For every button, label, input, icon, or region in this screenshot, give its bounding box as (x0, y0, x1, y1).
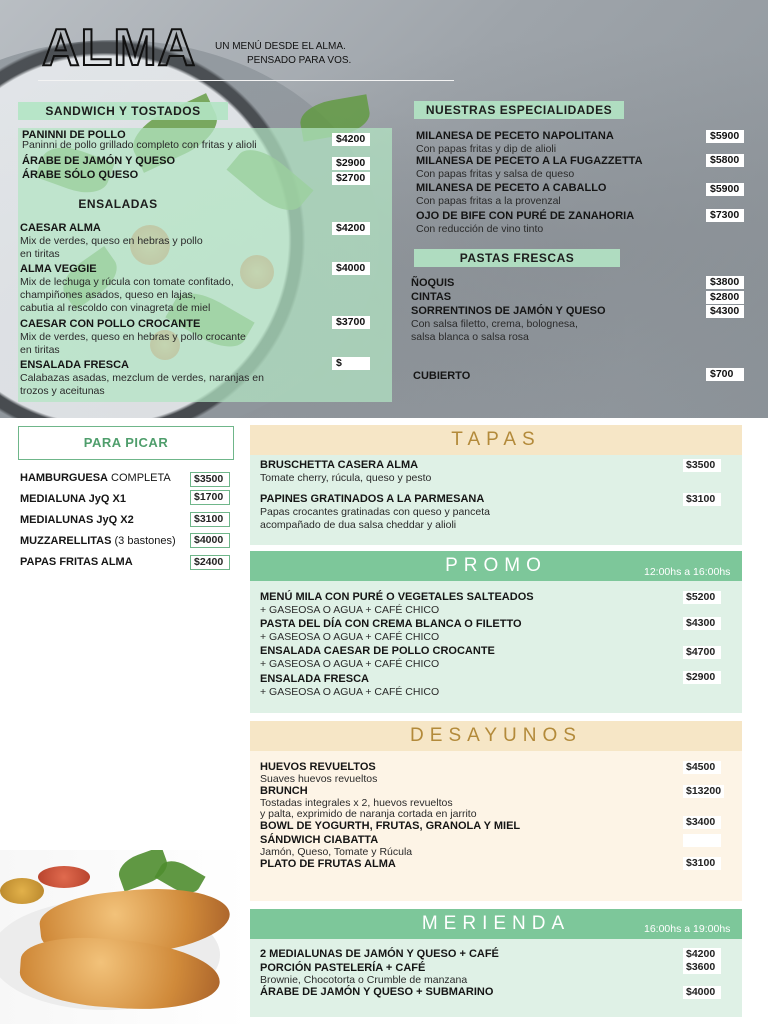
item-price: $5900 (706, 130, 744, 143)
list-item (20, 492, 126, 506)
menu-item (22, 155, 175, 168)
hero-banner (0, 0, 768, 418)
item-name: SÁNDWICH CIABATTA (260, 834, 379, 846)
item-price: $3100 (683, 493, 721, 506)
desayunos-title: DESAYUNOS (250, 721, 742, 751)
menu-item (260, 962, 670, 986)
item-name: BOWL DE YOGURTH, FRUTAS, GRANOLA Y MIEL (260, 820, 521, 832)
menu-item (413, 370, 470, 383)
menu-item (260, 858, 670, 871)
list-item (20, 471, 171, 485)
item-price: $2900 (683, 671, 721, 684)
item-name: HUEVOS REVUELTOS (260, 761, 376, 773)
item-description: Suaves huevos revueltos (260, 773, 378, 785)
item-description: Mix de verdes, queso en hebras y pollo crocante (20, 331, 246, 343)
item-description: Tomate cherry, rúcula, queso y pesto (260, 472, 432, 484)
menu-item (411, 277, 454, 290)
item-price: $3700 (332, 316, 370, 329)
item-price: $4000 (332, 262, 370, 275)
item-name: BRUNCH (260, 785, 308, 797)
menu-item (20, 359, 264, 398)
item-name: MILANESA DE PECETO A CABALLO (416, 182, 607, 194)
divider (38, 80, 454, 81)
menu-item (416, 130, 614, 156)
item-name: 2 MEDIALUNAS DE JAMÓN Y QUESO + CAFÉ (260, 948, 499, 960)
brand-logo: ALMA (42, 19, 197, 77)
item-name: MUZZARELLITAS (20, 535, 112, 547)
item-name: PORCIÓN PASTELERÍA + CAFÉ (260, 962, 426, 974)
item-name: CAESAR CON POLLO CROCANTE (20, 318, 201, 330)
menu-item (260, 645, 670, 671)
list-item (20, 513, 134, 527)
item-price: $4200 (332, 222, 370, 235)
item-description: champiñones asados, queso en lajas, (20, 289, 196, 301)
item-price (683, 834, 721, 847)
item-price: $4700 (683, 646, 721, 659)
item-price: $5800 (706, 154, 744, 167)
item-price: $5900 (706, 183, 744, 196)
item-description: + GASEOSA O AGUA + CAFÉ CHICO (260, 658, 440, 670)
list-item (20, 555, 133, 569)
milanesa-photo (0, 850, 250, 1024)
item-description: trozos y aceitunas (20, 385, 105, 397)
item-description: + GASEOSA O AGUA + CAFÉ CHICO (260, 631, 440, 643)
item-description: Mix de lechuga y rúcula con tomate confitado, (20, 276, 234, 288)
item-name: ÁRABE DE JAMÓN Y QUESO (22, 155, 176, 167)
item-description: y palta, exprimido de naranja cortada en jarrito (260, 808, 477, 820)
item-name: SORRENTINOS DE JAMÓN Y QUESO (411, 305, 606, 317)
item-description: Mix de verdes, queso en hebras y pollo (20, 235, 203, 247)
menu-item (22, 169, 138, 182)
item-description: Calabazas asadas, mezclum de verdes, naranjas en (20, 372, 264, 384)
item-name: PAPINES GRATINADOS A LA PARMESANA (260, 493, 485, 505)
item-price: $4000 (190, 533, 230, 548)
menu-item (260, 761, 670, 785)
item-name: ÁRABE DE JAMÓN Y QUESO + SUBMARINO (260, 986, 494, 998)
item-name: MILANESA DE PECETO A LA FUGAZZETTA (416, 155, 643, 167)
menu-item (411, 305, 606, 344)
section-heading-ensaladas: ENSALADAS (78, 197, 158, 211)
item-price: $ (332, 357, 370, 370)
item-description: + GASEOSA O AGUA + CAFÉ CHICO (260, 604, 440, 616)
menu-item (260, 493, 670, 532)
item-description: Con papas fritas y dip de alioli (416, 143, 557, 155)
promo-hours: 12:00hs a 16:00hs (644, 566, 731, 578)
item-name: ÑOQUIS (411, 277, 455, 289)
item-price: $3100 (683, 857, 721, 870)
item-name-extra: COMPLETA (108, 472, 171, 484)
item-price: $3600 (683, 961, 721, 974)
item-name: PASTA DEL DÍA CON CREMA BLANCA O FILETTO (260, 618, 522, 630)
menu-item (416, 210, 634, 236)
item-name: MENÚ MILA CON PURÉ O VEGETALES SALTEADOS (260, 591, 534, 603)
item-description: salsa blanca o salsa rosa (411, 331, 529, 343)
menu-item (416, 155, 643, 181)
item-name: CAESAR ALMA (20, 222, 101, 234)
menu-item (416, 182, 606, 208)
item-name: ALMA VEGGIE (20, 263, 97, 275)
brand-tagline (215, 40, 351, 68)
item-price: $1700 (190, 490, 230, 505)
list-item (20, 534, 176, 548)
item-name: OJO DE BIFE CON PURÉ DE ZANAHORIA (416, 210, 635, 222)
menu-item (20, 318, 246, 357)
item-price: $7300 (706, 209, 744, 222)
item-price: $3400 (683, 816, 721, 829)
item-price: $5200 (683, 591, 721, 604)
promo-title-text: PROMO (445, 555, 547, 576)
item-name-extra: (3 bastones) (111, 535, 176, 547)
item-description: Brownie, Chocotorta o Crumble de manzana (260, 974, 468, 986)
menu-item (260, 834, 670, 858)
item-name: ÁRABE SÓLO QUESO (22, 169, 139, 181)
item-price: $4500 (683, 761, 721, 774)
tapas-title: TAPAS (250, 425, 742, 455)
item-name: PAPAS FRITAS ALMA (20, 556, 133, 568)
menu-item (260, 673, 670, 699)
item-description: Papas crocantes gratinadas con queso y panceta (260, 506, 490, 518)
item-name: CINTAS (411, 291, 452, 303)
merienda-hours: 16:00hs a 19:00hs (644, 923, 731, 935)
item-description: cabutia al rescoldo con vinagreta de miel (20, 302, 211, 314)
item-description: Con salsa filetto, crema, bolognesa, (411, 318, 578, 330)
item-price: $3100 (190, 512, 230, 527)
item-price: $3800 (706, 276, 744, 289)
item-price: $2800 (706, 291, 744, 304)
item-price: $2900 (332, 157, 370, 170)
section-heading-especialidades: NUESTRAS ESPECIALIDADES (414, 101, 624, 119)
item-description: + GASEOSA O AGUA + CAFÉ CHICO (260, 686, 440, 698)
item-description: en tiritas (20, 344, 60, 356)
item-price: $4200 (683, 948, 721, 961)
item-price: $4300 (683, 617, 721, 630)
item-description: en tiritas (20, 248, 60, 260)
item-description: Con papas fritas a la provenzal (416, 195, 561, 207)
item-price: $2700 (332, 172, 370, 185)
item-name: PLATO DE FRUTAS ALMA (260, 858, 396, 870)
item-price: $4300 (706, 305, 744, 318)
item-name: MEDIALUNA JyQ X1 (20, 493, 126, 505)
item-name: ENSALADA FRESCA (20, 359, 129, 371)
cubierto-label: CUBIERTO (413, 370, 471, 382)
menu-item (260, 785, 670, 820)
item-description: Jamón, Queso, Tomate y Rúcula (260, 846, 413, 858)
item-price: $4000 (683, 986, 721, 999)
item-description: Con papas fritas y salsa de queso (416, 168, 575, 180)
section-heading-sandwich: SANDWICH Y TOSTADOS (18, 102, 228, 120)
sauce-bowl (38, 866, 90, 888)
cubierto-price: $700 (706, 368, 744, 381)
menu-item (20, 222, 203, 261)
section-heading-picar: PARA PICAR (18, 426, 234, 460)
item-description: Tostadas integrales x 2, huevos revueltos (260, 797, 453, 809)
menu-item (260, 459, 670, 485)
menu-item (260, 948, 670, 961)
item-price: $4200 (332, 133, 370, 146)
item-price: $13200 (683, 785, 724, 798)
item-description: Con reducción de vino tinto (416, 223, 544, 235)
item-name: BRUSCHETTA CASERA ALMA (260, 459, 419, 471)
menu-item (260, 618, 670, 644)
item-price: $2400 (190, 555, 230, 570)
menu-item (260, 986, 670, 999)
item-name: ENSALADA FRESCA (260, 673, 369, 685)
menu-item (411, 291, 451, 304)
menu-item (260, 591, 670, 617)
item-name: HAMBURGUESA (20, 472, 108, 484)
item-name: MILANESA DE PECETO NAPOLITANA (416, 130, 614, 142)
item-description: Paninni de pollo grillado completo con fritas y alioli (22, 139, 257, 151)
item-name: MEDIALUNAS JyQ X2 (20, 514, 134, 526)
tagline-line-1: UN MENÚ DESDE EL ALMA. (215, 41, 346, 52)
tagline-line-2: PENSADO PARA VOS. (247, 55, 352, 66)
menu-item-desc (22, 139, 257, 152)
item-price: $3500 (683, 459, 721, 472)
item-name: ENSALADA CAESAR DE POLLO CROCANTE (260, 645, 495, 657)
section-heading-pastas: PASTAS FRESCAS (414, 249, 620, 267)
item-price: $3500 (190, 472, 230, 487)
sauce-bowl (0, 878, 44, 904)
menu-item (20, 263, 234, 315)
merienda-title-text: MERIENDA (421, 913, 571, 934)
menu-item (260, 820, 670, 833)
item-name: PANINNI DE POLLO (22, 129, 126, 141)
item-description: acompañado de dua salsa cheddar y alioli (260, 519, 457, 531)
